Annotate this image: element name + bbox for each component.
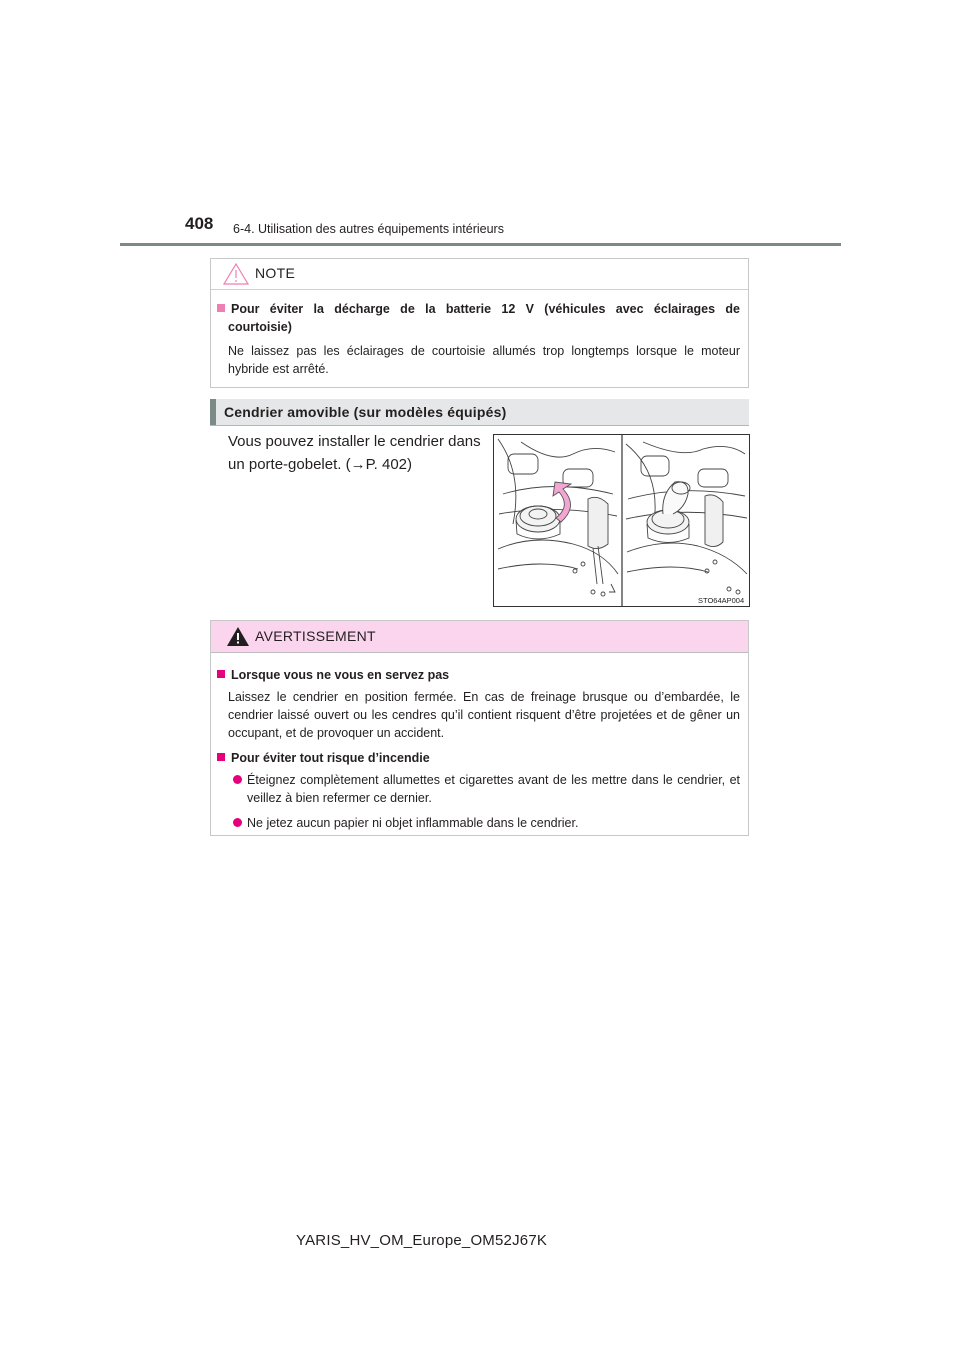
caution-triangle-outline-icon xyxy=(223,263,249,285)
note-item-body: Ne laissez pas les éclairages de courtoisie allumés trop longtemps lorsque le moteur hybride est arrêté. xyxy=(228,344,740,376)
square-bullet-icon xyxy=(217,304,225,312)
warning-item1-heading: Lorsque vous ne vous en servez pas xyxy=(231,668,450,682)
square-bullet-icon xyxy=(217,670,225,678)
warning-triangle-icon xyxy=(226,626,250,647)
page-number: 408 xyxy=(185,214,214,233)
square-bullet-icon xyxy=(217,753,225,761)
warning-item2-sub1-text: Éteignez complètement allumettes et cigarettes avant de les mettre dans le cendrier, et veillez à bien refermer ce dernier. xyxy=(247,773,740,805)
warning-item1-body: Laissez le cendrier en position fermée. En cas de freinage brusque ou d’embardée, le cendrier laissé ouvert ou les cendres qu’il contient risquent d’être projetées et de gêner un occupant, et de provoquer un accident. xyxy=(228,690,740,740)
page-reference: P. 402) xyxy=(365,456,413,473)
note-item-heading-line1: Pour éviter la décharge de la batterie 12 V (véhicules avec éclairages de xyxy=(231,302,740,316)
round-bullet-icon xyxy=(233,775,242,784)
note-header xyxy=(211,259,748,290)
note-title: NOTE xyxy=(255,265,296,281)
body-line-2: un porte-gobelet. ( xyxy=(228,456,351,473)
heading-accent xyxy=(210,399,216,425)
section-heading: Cendrier amovible (sur modèles équipés) xyxy=(224,404,507,420)
note-item xyxy=(217,300,740,378)
header-rule xyxy=(120,243,841,246)
note-box xyxy=(210,258,749,388)
warning-header xyxy=(211,621,748,653)
section-heading-bar xyxy=(210,399,749,426)
warning-item2-sub2-text: Ne jetez aucun papier ni objet inflammable dans le cendrier. xyxy=(247,816,579,830)
page-reference-arrow: → xyxy=(350,456,366,473)
warning-item2-sub2 xyxy=(217,814,740,832)
ashtray-illustration xyxy=(493,434,750,607)
chapter-section-title: 6-4. Utilisation des autres équipements intérieurs xyxy=(233,222,504,236)
warning-box xyxy=(210,620,749,836)
body-line-1: Vous pouvez installer le cendrier dans xyxy=(228,433,481,450)
body-paragraph xyxy=(228,430,488,476)
warning-title: AVERTISSEMENT xyxy=(255,628,376,644)
warning-item2-heading: Pour éviter tout risque d’incendie xyxy=(231,751,430,765)
warning-item2-sub1 xyxy=(217,771,740,807)
footer-document-code: YARIS_HV_OM_Europe_OM52J67K xyxy=(296,1232,548,1249)
note-item-heading-line2: courtoisie) xyxy=(228,320,292,334)
round-bullet-icon xyxy=(233,818,242,827)
figure-code: STO64AP004 xyxy=(698,596,745,605)
warning-content xyxy=(217,666,740,832)
